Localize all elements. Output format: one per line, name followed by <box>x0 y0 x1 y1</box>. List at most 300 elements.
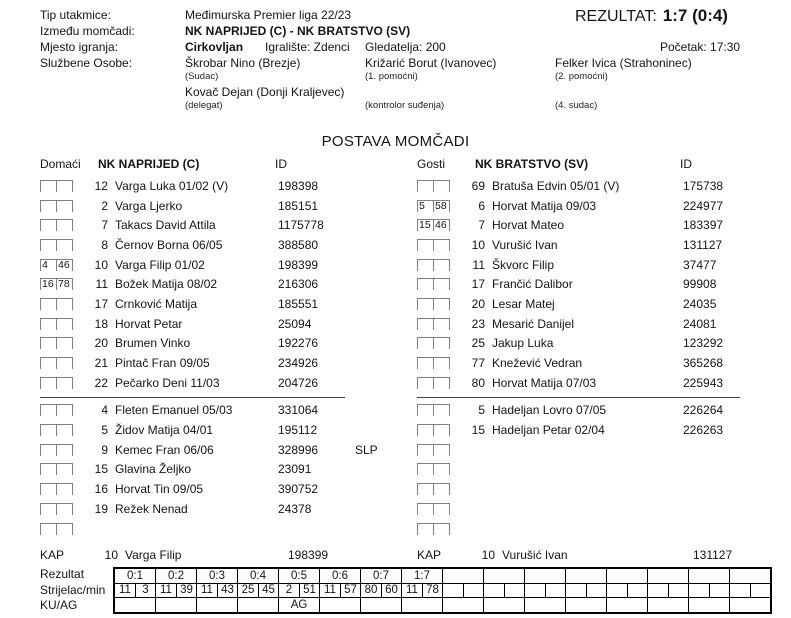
shirt-number: 77 <box>471 356 485 371</box>
goal-flag-cell <box>730 598 772 613</box>
goals-row-labels <box>40 567 113 614</box>
goal-scorer-minute-cell <box>484 583 525 598</box>
controller-role: (kontrolor suđenja) <box>365 100 445 111</box>
minute-out-box <box>417 278 434 290</box>
player-name: Židov Matija 04/01 <box>115 423 214 438</box>
minute-in-box: 78 <box>56 278 73 290</box>
player-row <box>417 499 791 519</box>
goal-scorer-minute-cell <box>320 583 361 598</box>
goal-flag-cell <box>238 598 279 613</box>
goal-scorer <box>648 584 668 598</box>
fourth-official-role: (4. sudac) <box>555 100 598 111</box>
goal-scorer <box>730 584 750 598</box>
away-team-name: NK BRATSTVO (SV) <box>475 157 589 171</box>
result-label: REZULTAT: <box>575 8 657 25</box>
player-name: Takacs David Attila <box>115 218 216 233</box>
goal-result-cell <box>689 568 730 583</box>
goal-scorer: 80 <box>364 583 378 596</box>
player-id: 234926 <box>278 356 319 371</box>
shirt-number: 19 <box>94 501 108 516</box>
home-captain-id: 198399 <box>288 548 329 563</box>
away-captain-number: 10 <box>481 548 495 563</box>
minute-in-box <box>433 259 450 271</box>
goal-result-cell: 0:6 <box>320 568 361 583</box>
goal-scorer-minute-cell <box>566 583 607 598</box>
goal-scorer-minute-cell <box>361 583 402 598</box>
player-name: Pintač Fran 09/05 <box>115 356 210 371</box>
player-id: 204726 <box>278 375 319 390</box>
goal-scorer-minute-cell <box>525 583 566 598</box>
goal-scorer: 11 <box>406 583 418 596</box>
away-side-label: Gosti <box>417 157 446 171</box>
goal-minute: 43 <box>217 584 237 598</box>
player-name: Černov Borna 06/05 <box>115 237 223 252</box>
minute-in-box <box>433 377 450 389</box>
goal-minute <box>545 584 565 598</box>
goal-result-cell <box>648 568 689 583</box>
home-captain-name: Varga Filip <box>125 548 182 563</box>
goal-scorer <box>607 584 627 598</box>
page-title: POSTAVA MOMČADI <box>321 133 470 150</box>
minute-out-box <box>417 404 434 416</box>
goal-scorer <box>525 584 545 598</box>
goal-scorer <box>484 584 504 598</box>
minute-out-box <box>417 357 434 369</box>
goal-flag-cell <box>114 598 156 613</box>
goal-scorer <box>566 584 586 598</box>
shirt-number: 7 <box>478 218 485 233</box>
away-starters <box>417 176 791 393</box>
minute-out-box: 15 <box>417 219 434 231</box>
goal-flag-cell <box>525 598 566 613</box>
minute-out-box <box>40 503 57 515</box>
player-row <box>40 334 410 354</box>
minute-in-box <box>56 318 73 330</box>
shirt-number: 15 <box>471 423 485 438</box>
player-id: 123292 <box>683 336 724 351</box>
minute-in-box <box>433 278 450 290</box>
away-subs-separator <box>417 397 740 398</box>
goal-minute: 3 <box>135 584 155 598</box>
shirt-number: 8 <box>101 237 108 252</box>
assistant1-name: Križarić Borut (Ivanovec) <box>365 56 497 70</box>
minute-in-box <box>433 239 450 251</box>
shirt-number: 20 <box>94 336 108 351</box>
minute-out-box: 16 <box>40 278 57 290</box>
minute-in-box <box>433 298 450 310</box>
player-row <box>417 255 791 275</box>
player-id: 198398 <box>278 178 319 193</box>
player-name: Varga Ljerko <box>115 198 183 213</box>
minute-in-box <box>56 298 73 310</box>
minute-out-box <box>417 503 434 515</box>
scorer-minute-row-label: Strijelac/min <box>40 582 106 597</box>
player-name: Mesarić Danijel <box>492 316 575 331</box>
player-row <box>417 519 791 539</box>
away-lineup <box>417 152 791 565</box>
minute-in-box <box>56 503 73 515</box>
player-row <box>40 460 410 480</box>
minute-in-box: 58 <box>433 200 450 212</box>
player-name: Knežević Vedran <box>492 356 583 371</box>
minute-out-box <box>40 424 57 436</box>
player-id: 99908 <box>683 277 717 292</box>
goal-scorer: 11 <box>160 583 172 596</box>
shirt-number: 9 <box>101 442 108 457</box>
minute-out-box <box>417 377 434 389</box>
minute-in-box <box>56 180 73 192</box>
goal-minute <box>463 584 483 598</box>
minute-in-box <box>433 424 450 436</box>
delegate-role: (delegat) <box>185 100 223 111</box>
goal-scorer-minute-cell <box>279 583 320 598</box>
between-teams-label: Između momčadi: <box>40 24 135 38</box>
player-row <box>40 401 410 421</box>
goal-scorer-minute-cell <box>238 583 279 598</box>
player-name: Bratuša Edvin 05/01 (V) <box>492 178 620 193</box>
goal-result-cell: 0:4 <box>238 568 279 583</box>
goal-result-cell: 0:5 <box>279 568 320 583</box>
goal-flag-cell <box>443 598 484 613</box>
player-row <box>40 235 410 255</box>
home-team-name: NK NAPRIJED (C) <box>98 157 200 171</box>
player-name: Frančić Dalibor <box>492 277 573 292</box>
player-id: 195112 <box>278 423 318 438</box>
goal-minute <box>504 584 524 598</box>
minute-out-box <box>417 337 434 349</box>
minute-out-box <box>40 337 57 349</box>
goal-scorer: 2 <box>285 583 293 596</box>
home-captain-number: 10 <box>104 548 118 563</box>
minute-out-box <box>40 318 57 330</box>
goal-flag-cell <box>361 598 402 613</box>
shirt-number: 22 <box>94 375 108 390</box>
away-captain-label: KAP <box>417 548 442 563</box>
goal-flag-cell <box>689 598 730 613</box>
player-name: Hadeljan Petar 02/04 <box>492 423 605 438</box>
minute-out-box <box>417 259 434 271</box>
player-row <box>417 353 791 373</box>
venue-label: Mjesto igranja: <box>40 40 119 54</box>
goal-result-cell: 0:7 <box>361 568 402 583</box>
minute-in-box <box>56 377 73 389</box>
player-row <box>40 176 410 196</box>
shirt-number: 5 <box>101 423 108 438</box>
away-captain-id: 131127 <box>693 548 733 563</box>
minute-in-box <box>433 357 450 369</box>
goal-result-cell: 1:7 <box>402 568 443 583</box>
goal-minute: 60 <box>381 584 401 598</box>
player-row <box>417 274 791 294</box>
player-name: Lesar Matej <box>492 296 555 311</box>
goal-result-cell: 0:2 <box>156 568 197 583</box>
player-id: 192276 <box>278 336 319 351</box>
home-lineup-header <box>40 152 410 176</box>
player-name: Varga Filip 01/02 <box>115 257 205 272</box>
player-row <box>417 294 791 314</box>
goals-grid <box>113 567 772 614</box>
goal-scorer: 25 <box>241 583 255 596</box>
player-name: Horvat Matija 09/03 <box>492 198 597 213</box>
player-row <box>40 215 410 235</box>
minute-in-box <box>56 219 73 231</box>
player-id: 24035 <box>683 296 717 311</box>
result-block <box>575 6 728 26</box>
shirt-number: 25 <box>471 336 485 351</box>
shirt-number: 2 <box>101 198 108 213</box>
delegate-name: Kovač Dejan (Donji Kraljevec) <box>185 85 345 99</box>
minute-in-box <box>56 523 73 535</box>
goal-flag-cell <box>648 598 689 613</box>
minute-in-box <box>433 483 450 495</box>
player-row <box>417 334 791 354</box>
player-row <box>40 440 410 460</box>
player-id: 331064 <box>278 403 319 418</box>
goal-minute <box>750 584 770 598</box>
player-row <box>417 440 791 460</box>
minute-in-box: 46 <box>433 219 450 231</box>
player-id: 226263 <box>683 423 724 438</box>
away-id-header: ID <box>680 157 692 171</box>
minute-in-box <box>433 180 450 192</box>
shirt-number: 10 <box>471 237 485 252</box>
shirt-number: 6 <box>478 198 485 213</box>
player-id: 226264 <box>683 403 724 418</box>
player-id: 25094 <box>278 316 312 331</box>
player-id: 225943 <box>683 375 724 390</box>
referee-name: Škrobar Nino (Brezje) <box>185 56 301 70</box>
player-row <box>40 196 410 216</box>
minute-out-box <box>417 424 434 436</box>
player-row <box>40 519 410 539</box>
minute-out-box <box>40 404 57 416</box>
goal-flag-cell <box>156 598 197 613</box>
match-type-label: Tip utakmice: <box>40 8 111 22</box>
goal-scorer-minute-cell <box>156 583 197 598</box>
player-id: 198399 <box>278 257 319 272</box>
slp-label: SLP <box>355 442 378 457</box>
minute-out-box <box>40 523 57 535</box>
shirt-number: 21 <box>94 356 108 371</box>
player-name: Glavina Željko <box>115 462 192 477</box>
shirt-number: 7 <box>101 218 108 233</box>
goal-flag-cell <box>402 598 443 613</box>
referee-role: (Sudac) <box>185 71 219 82</box>
away-captain-name: Vurušić Ivan <box>502 548 568 563</box>
player-id: 328996 <box>278 442 319 457</box>
player-name: Fleten Emanuel 05/03 <box>115 403 233 418</box>
goal-minute: 39 <box>176 584 196 598</box>
shirt-number: 80 <box>471 375 485 390</box>
minute-out-box <box>40 463 57 475</box>
minute-in-box <box>56 424 73 436</box>
goal-minute: 57 <box>340 584 360 598</box>
home-subs-separator <box>40 397 345 398</box>
minute-in-box <box>433 503 450 515</box>
minute-out-box: 4 <box>40 259 57 271</box>
minute-in-box <box>56 337 73 349</box>
goal-scorer-minute-cell <box>402 583 443 598</box>
player-id: 183397 <box>683 218 724 233</box>
goal-minute: 45 <box>258 584 278 598</box>
goal-flag-cell: AG <box>279 598 320 613</box>
minute-out-box <box>417 180 434 192</box>
goal-scorer-minute-cell <box>114 583 156 598</box>
minute-out-box <box>40 219 57 231</box>
player-id: 23091 <box>278 462 312 477</box>
goal-flag-cell <box>197 598 238 613</box>
minute-out-box <box>40 377 57 389</box>
goal-scorer-minute-cell <box>689 583 730 598</box>
player-row <box>40 274 410 294</box>
player-row <box>417 460 791 480</box>
result-row-label: Rezultat <box>40 567 85 581</box>
goal-minute <box>627 584 647 598</box>
shirt-number: 16 <box>94 482 108 497</box>
minute-in-box <box>56 239 73 251</box>
player-row <box>40 499 410 519</box>
player-row <box>417 373 791 393</box>
goal-scorer-minute-cell <box>730 583 772 598</box>
home-captain-label: KAP <box>40 548 65 563</box>
player-name: Brumen Vinko <box>115 336 191 351</box>
player-row <box>40 314 410 334</box>
player-name: Crnković Matija <box>115 296 198 311</box>
player-id: 175738 <box>683 178 724 193</box>
player-id: 1175778 <box>278 218 324 233</box>
goal-scorer-minute-cell <box>648 583 689 598</box>
minute-out-box: 5 <box>417 200 434 212</box>
shirt-number: 69 <box>471 178 485 193</box>
player-row <box>417 401 791 421</box>
goal-scorer <box>689 584 709 598</box>
shirt-number: 11 <box>472 257 485 272</box>
minute-out-box <box>417 463 434 475</box>
goal-scorer: 11 <box>324 583 336 596</box>
shirt-number: 17 <box>471 277 485 292</box>
goal-result-cell <box>525 568 566 583</box>
player-row <box>40 353 410 373</box>
player-row <box>417 314 791 334</box>
minute-in-box <box>433 463 450 475</box>
home-side-label: Domaći <box>40 157 81 171</box>
player-name: Horvat Mateo <box>492 218 565 233</box>
player-id: 24081 <box>683 316 717 331</box>
goal-result-cell <box>607 568 648 583</box>
assistant1-role: (1. pomoćni) <box>365 71 418 82</box>
goal-minute: 78 <box>422 584 442 598</box>
player-id: 131127 <box>683 237 723 252</box>
minute-out-box <box>417 239 434 251</box>
player-row <box>417 196 791 216</box>
assistant2-name: Felker Ivica (Strahoninec) <box>555 56 692 70</box>
shirt-number: 17 <box>94 296 108 311</box>
shirt-number: 11 <box>95 277 108 292</box>
shirt-number: 15 <box>94 462 108 477</box>
goal-scorer-minute-cell <box>607 583 648 598</box>
away-lineup-header <box>417 152 791 176</box>
minute-out-box <box>40 483 57 495</box>
goal-result-cell: 0:3 <box>197 568 238 583</box>
minute-out-box <box>40 200 57 212</box>
shirt-number: 23 <box>471 316 485 331</box>
goal-minute <box>586 584 606 598</box>
venue-city: Cirkovljan <box>185 40 244 54</box>
goals-table <box>40 567 772 614</box>
minute-in-box <box>56 357 73 369</box>
goal-flag-cell <box>607 598 648 613</box>
away-captain-row <box>417 545 791 565</box>
minute-in-box <box>56 200 73 212</box>
minute-out-box <box>417 483 434 495</box>
player-row <box>40 373 410 393</box>
minute-in-box <box>433 337 450 349</box>
home-captain-row <box>40 545 410 565</box>
player-row <box>417 176 791 196</box>
minute-out-box <box>417 298 434 310</box>
minute-in-box <box>56 483 73 495</box>
goal-scorer: 11 <box>201 583 213 596</box>
shirt-number: 10 <box>94 257 108 272</box>
minute-out-box <box>40 298 57 310</box>
officials-label: Službene Osobe: <box>40 56 133 70</box>
home-lineup <box>40 152 410 565</box>
player-row <box>40 479 410 499</box>
player-name: Jakup Luka <box>492 336 554 351</box>
player-row <box>417 235 791 255</box>
minute-in-box <box>433 444 450 456</box>
minute-out-box <box>417 318 434 330</box>
player-id: 216306 <box>278 277 319 292</box>
goal-scorer-minute-cell <box>443 583 484 598</box>
start-time: Početak: 17:30 <box>660 40 741 54</box>
minute-out-box <box>40 239 57 251</box>
player-name: Pečarko Deni 11/03 <box>115 375 220 390</box>
player-row <box>40 294 410 314</box>
away-substitutes <box>417 401 791 539</box>
goal-scorer-minute-cell <box>197 583 238 598</box>
result-value: 1:7 (0:4) <box>662 6 728 25</box>
player-row <box>417 420 791 440</box>
player-id: 388580 <box>278 237 319 252</box>
minute-out-box <box>417 444 434 456</box>
goal-minute <box>668 584 688 598</box>
minute-in-box <box>56 463 73 475</box>
home-id-header: ID <box>275 157 287 171</box>
player-id: 24378 <box>278 501 312 516</box>
goal-result-cell <box>566 568 607 583</box>
player-name: Varga Luka 01/02 (V) <box>115 178 229 193</box>
goal-flag-cell <box>320 598 361 613</box>
player-id: 185151 <box>278 198 319 213</box>
shirt-number: 12 <box>94 178 108 193</box>
shirt-number: 5 <box>478 403 485 418</box>
player-row <box>417 479 791 499</box>
minute-in-box: 46 <box>56 259 73 271</box>
competition-name: Međimurska Premier liga 22/23 <box>185 8 352 22</box>
home-substitutes <box>40 401 410 539</box>
goal-result-cell <box>484 568 525 583</box>
goal-minute: 51 <box>299 584 319 598</box>
minute-out-box <box>40 357 57 369</box>
player-name: Režek Nenad <box>115 501 188 516</box>
minute-in-box <box>433 318 450 330</box>
goal-minute <box>709 584 729 598</box>
ku-ag-row-label: KU/AG <box>40 598 78 613</box>
player-id: 224977 <box>683 198 724 213</box>
goal-result-cell: 0:1 <box>114 568 156 583</box>
minute-in-box <box>56 444 73 456</box>
